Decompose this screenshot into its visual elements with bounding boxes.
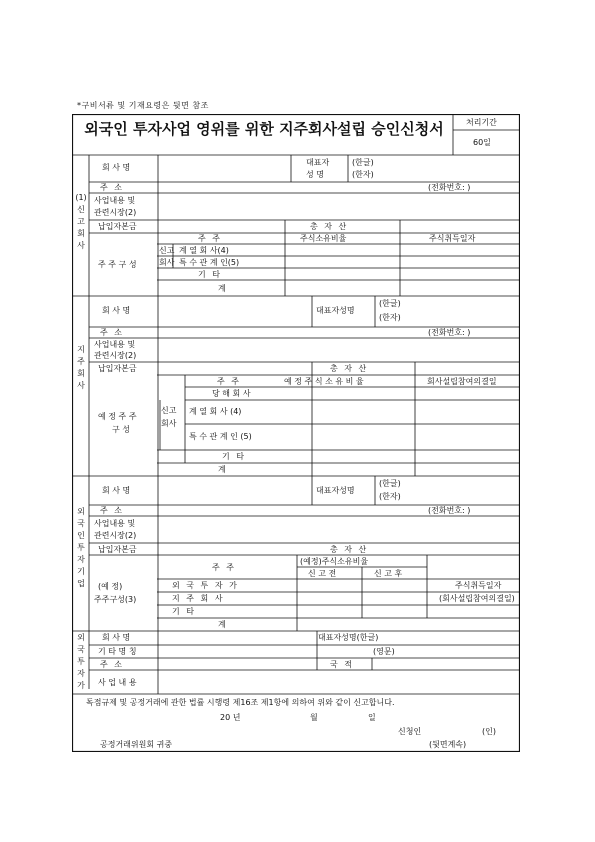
seal-mark: (인) xyxy=(482,727,496,736)
s3-after: 신 고 후 xyxy=(374,569,403,578)
s1-shareholder-header: 주 주 xyxy=(198,234,222,243)
s2-address-label: 주 소 xyxy=(100,328,124,337)
s1-hangul: (한글) xyxy=(352,158,374,167)
s2-planned-structure-2: 구 성 xyxy=(112,425,130,434)
form-grid xyxy=(72,114,520,752)
s3-business-label: 사업내용 및 xyxy=(94,519,136,528)
s1-hanja: (한자) xyxy=(352,170,374,179)
s2-market-label: 관련시장(2) xyxy=(94,351,137,360)
s3-rep-label: 대표자성명 xyxy=(316,486,355,495)
s1-rep-label-1: 대표자 xyxy=(306,158,330,167)
s3-company-name-label: 회 사 명 xyxy=(102,486,131,495)
s1-structure-label: 주 주 구 성 xyxy=(98,260,137,269)
s1-assets-label: 총 자 산 xyxy=(310,222,349,231)
s3-foreign-investor: 외 국 투 자 가 xyxy=(172,581,239,590)
s3-structure-2: 주주구성(3) xyxy=(94,595,137,604)
s1-affiliate: 계 열 회 사(4) xyxy=(179,246,229,255)
s3-shareholder-header: 주 주 xyxy=(212,563,236,572)
s3-est-date-header: (회사설립참여의결일) xyxy=(439,594,515,603)
section-1-label: (1)신고회사 xyxy=(75,193,87,250)
s1-phone: (전화번호: ) xyxy=(428,183,471,192)
s3-ratio-header: (예정)주식소유비율 xyxy=(300,557,369,566)
s1-address-label: 주 소 xyxy=(100,183,124,192)
s3-hangul: (한글) xyxy=(379,479,401,488)
s2-business-label: 사업내용 및 xyxy=(94,340,136,349)
declaration: 독점규제 및 공정거래에 관한 법률 시행령 제16조 제1항에 의하여 위와 같이 신고합니다. xyxy=(86,698,395,707)
continued-note: (뒷면계속) xyxy=(429,740,467,749)
s1-singo: 신고 xyxy=(159,246,175,255)
section-3-label: 외국인투자기업 xyxy=(77,507,85,588)
section-2-label: 지주회사 xyxy=(77,345,85,390)
processing-period-label: 처리기간 xyxy=(466,118,497,127)
instruction-note: *구비서류 및 기재요령은 뒷면 참조 xyxy=(77,101,209,110)
s4-nationality-label: 국 적 xyxy=(330,660,354,669)
s4-business-label: 사 업 내 용 xyxy=(98,678,137,687)
s3-assets-label: 총 자 산 xyxy=(330,545,369,554)
s2-shareholder-header: 주 주 xyxy=(217,377,241,386)
s2-rep-label: 대표자성명 xyxy=(316,306,355,315)
addressee: 공정거래위원회 귀중 xyxy=(100,740,173,749)
s3-address-label: 주 소 xyxy=(100,506,124,515)
s3-hanja: (한자) xyxy=(379,492,401,501)
s4-rep-hangul: 대표자성명(한글) xyxy=(318,633,379,642)
s2-hangul: (한글) xyxy=(379,299,401,308)
s2-this-company: 당 해 회 사 xyxy=(212,389,251,398)
s2-etc: 기 타 xyxy=(222,452,246,461)
s2-hanja: (한자) xyxy=(379,313,401,322)
s2-affiliate: 계 열 회 사 (4) xyxy=(189,407,242,416)
s3-holding: 지 주 회 사 xyxy=(172,594,225,603)
s1-hoesa: 회사 xyxy=(159,258,175,267)
s1-business-label: 사업내용 및 xyxy=(94,196,136,205)
s1-etc: 기 타 xyxy=(198,270,222,279)
s2-capital-label: 납입자본금 xyxy=(98,364,137,373)
applicant-label: 신청인 xyxy=(398,727,422,736)
s3-etc: 기 타 xyxy=(172,607,196,616)
s1-capital-label: 납입자본금 xyxy=(98,222,137,231)
s2-planned-structure-1: 예 정 주 주 xyxy=(98,412,137,421)
s2-hoesa: 회사 xyxy=(161,419,177,428)
s4-company-name-label: 회 사 명 xyxy=(102,633,131,642)
s4-english: (영문) xyxy=(373,647,395,656)
s3-capital-label: 납입자본금 xyxy=(98,545,137,554)
date-year: 20 년 xyxy=(220,713,241,722)
s3-before: 신 고 전 xyxy=(308,569,337,578)
s2-est-date-header: 회사설립참여의결일 xyxy=(427,377,497,386)
s2-singo: 신고 xyxy=(161,406,177,415)
s2-sum: 계 xyxy=(218,465,226,474)
s1-sum: 계 xyxy=(218,284,226,293)
form-title: 외국인 투자사업 영위를 위한 지주회사설립 승인신청서 xyxy=(84,120,444,138)
s2-phone: (전화번호: ) xyxy=(428,328,471,337)
s4-address-label: 주 소 xyxy=(100,660,124,669)
application-form xyxy=(72,114,520,752)
s1-acq-date-header: 주식취득일자 xyxy=(429,234,476,243)
s2-company-name-label: 회 사 명 xyxy=(102,306,131,315)
s2-assets-label: 총 자 산 xyxy=(330,364,369,373)
s3-phone: (전화번호: ) xyxy=(428,506,471,515)
s3-market-label: 관련시장(2) xyxy=(94,531,137,540)
processing-period-value: 60일 xyxy=(473,138,491,147)
s1-company-name-label: 회 사 명 xyxy=(102,163,131,172)
date-month: 월 xyxy=(310,713,318,722)
section-4-label: 외국투자가 xyxy=(77,633,85,690)
s3-sum: 계 xyxy=(218,620,226,629)
s1-related-person: 특 수 관 계 인(5) xyxy=(179,258,240,267)
s3-structure-1: (예 정) xyxy=(98,582,123,591)
s2-related-person: 특 수 관 계 인 (5) xyxy=(189,432,252,441)
s2-ratio-header: 예 정 주 식 소 유 비 율 xyxy=(284,377,364,386)
s1-ratio-header: 주식소유비율 xyxy=(300,234,347,243)
s3-acq-date-header: 주식취득일자 xyxy=(455,581,502,590)
s1-market-label: 관련시장(2) xyxy=(94,208,137,217)
date-day: 일 xyxy=(368,713,376,722)
s4-other-name-label: 기 타 명 칭 xyxy=(98,647,137,656)
s1-rep-label-2: 성 명 xyxy=(306,170,324,179)
